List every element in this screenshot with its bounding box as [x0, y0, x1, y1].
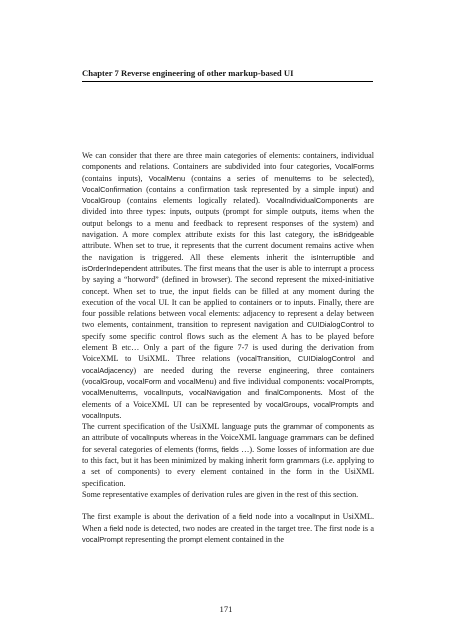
code-term: field [238, 512, 253, 522]
code-term: isInterruptible [311, 252, 356, 262]
paragraph: We can consider that there are three main categories of elements: containers, individual components and relations. Containers are subdivided into four categories, VocalForms (contains inputs), VocalMenu (contains a series of menuItems to be selected), VocalConfirmation (contains a confirmation task represented by a simple input) and VocalGroup (contains elements logically related). VocalIndividualComponents are divided into three types: inputs, outputs (prompt for simple outputs, items when the output belongs to a menu and feedback to represent responses of the system) and navigation. A more complex attribute exists for this last category, the isBridgeable attribute. When set to true, it represents that the current document remains active when the navigation is triggered. All these elements inherit the isInterruptible and isOrderIndependent attributes. The first means that the user is able to interrupt a process by saying a “horword” (defined in browser). The second represent the mixed-initiative concept. When set to true, the input fields can be filled at any moment during the execution of the vocal UI. It can be applied to containers or to inputs. Finally, there are four possible relations between vocal elements: adjacency to represent a delay between two elements, containment, transition to represent navigation and CUIDialogControl to specify some specific control flows such as the element A has to be played before element B etc… Only a part of the figure 7-7 is used during the derivation from VoiceXML to UsiXML. Three relations (vocalTransition, CUIDialogControl and vocalAdjacency) are needed during the reverse engineering, three containers (vocalGroup, vocalForm and vocalMenu) and five individual components: vocalPrompts, vocalMenuItems, vocalInputs, vocalNavigation and finalComponents. Most of the elements of a VoiceXML UI can be represented by vocalGroups, vocalPrompts and vocalInputs. [82, 151, 375, 420]
code-term: vocalGroup [84, 376, 123, 386]
body-text [82, 150, 374, 545]
page-number [0, 604, 452, 614]
code-term: vocalInputs [82, 410, 120, 420]
code-term: vocalPrompts [327, 376, 372, 386]
code-term: vocalForm [126, 376, 162, 386]
code-term: vocalMenuItems [82, 388, 136, 398]
code-term: VocalMenu [148, 173, 186, 183]
code-term: VocalIndividualComponents [266, 196, 358, 206]
code-term: vocalTransition [239, 354, 289, 364]
code-term: vocalInputs [130, 433, 168, 443]
code-term: vocalNavigation [189, 388, 242, 398]
code-term: VocalGroup [82, 196, 121, 206]
code-term: vocalMenu [177, 376, 214, 386]
code-term: finalComponents [265, 388, 321, 398]
code-term: grammars [290, 433, 324, 443]
paragraph: The first example is about the derivation of a field node into a vocalInput in UsiXML. When a field node is detected, two nodes are created in the target tree. The first node is a vocalPrompt representing the prompt element contained in the [82, 512, 375, 544]
code-term: menuItems [274, 173, 311, 183]
code-term: isOrderIndependent [82, 263, 148, 273]
code-term: vocalInputs [143, 388, 182, 398]
code-term: form grammars [269, 456, 320, 466]
paragraph: Some representative examples of derivation rules are given in the rest of this section. [82, 489, 359, 499]
code-term: CUIDialogControl [297, 354, 356, 364]
code-term: VocalForms [334, 162, 374, 172]
code-term: vocalPrompt [82, 534, 124, 544]
code-term: fields [221, 444, 239, 454]
code-term: vocalInput [296, 512, 331, 522]
code-term: field [109, 523, 124, 533]
chapter-title: Chapter 7 Reverse engineering of other markup-based UI [82, 68, 294, 78]
code-term: isBridgeable [333, 230, 374, 240]
code-term: CUIDialogControl [306, 320, 365, 330]
paragraph: The current specification of the UsiXML language puts the grammar of components as an attribute of vocalInputs whereas in the VoiceXML language grammars can be defined for several categories of elements (forms, fields …). Some losses of information are due to this fact, but it has been minimized by making inherit form grammars (i.e. applying to a set of components) to every element contained in the form in the UsiXML specification. [82, 422, 375, 488]
code-term: grammar [283, 422, 313, 432]
code-term: vocalAdjacency [82, 365, 134, 375]
code-term: vocalGroups [266, 399, 308, 409]
code-term: vocalPrompts [313, 399, 359, 409]
code-term: VocalConfirmation [82, 184, 142, 194]
page-number-label: 171 [219, 604, 233, 614]
chapter-header [82, 68, 373, 82]
code-term: prompt [179, 534, 203, 544]
code-term: forms [198, 444, 217, 454]
